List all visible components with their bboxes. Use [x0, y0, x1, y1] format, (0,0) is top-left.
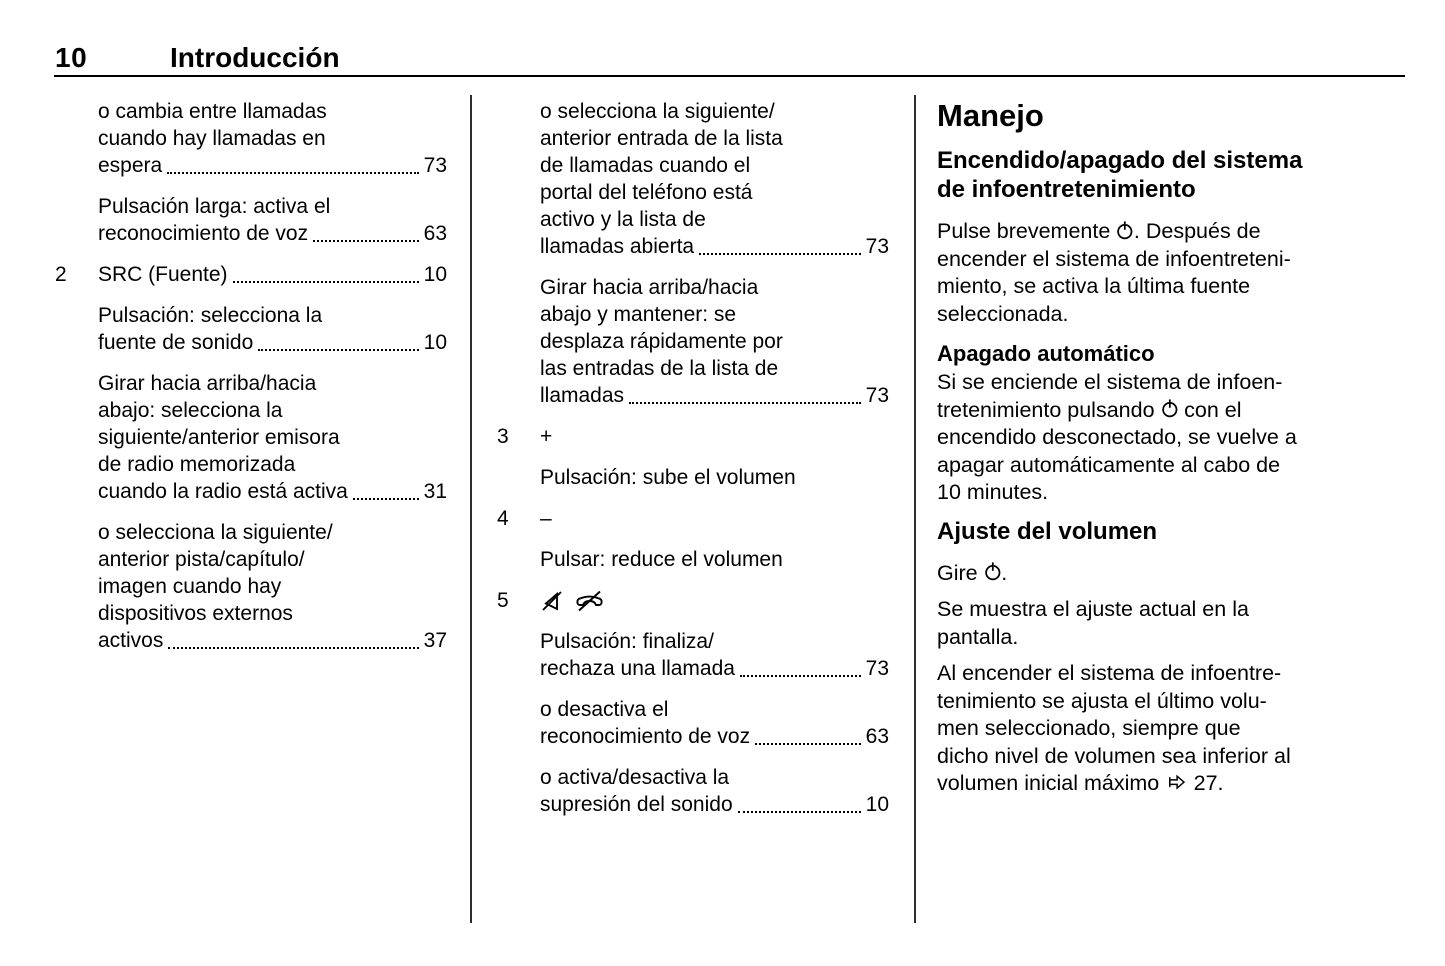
toc-entry-body	[98, 302, 447, 356]
toc-entry	[497, 587, 889, 614]
text-line: tretenimiento pulsando con el	[937, 397, 1242, 422]
toc-line: –	[540, 507, 552, 530]
text-line: 10 minutes.	[937, 480, 1049, 504]
page-number: 10	[55, 42, 88, 73]
section-heading	[937, 517, 1407, 546]
item-number	[497, 274, 540, 409]
toc-entry	[497, 423, 889, 450]
item-number	[55, 302, 98, 356]
toc-line-text: reconocimiento de voz	[540, 725, 751, 748]
dot-leader	[755, 743, 861, 745]
toc-entry-body	[98, 193, 447, 247]
toc-entry-body	[540, 628, 889, 682]
end-call-icon	[573, 589, 606, 613]
text-line: volumen inicial máximo 27.	[937, 771, 1224, 795]
dot-leader	[168, 647, 418, 649]
toc-line: activo y la lista de	[540, 208, 706, 231]
toc-entry	[55, 370, 447, 505]
text-line: apagar automáticamente al cabo de	[937, 452, 1281, 477]
toc-entry	[55, 302, 447, 356]
toc-line: o desactiva el	[540, 698, 669, 721]
page-reference: 73	[865, 657, 889, 680]
toc-line: anterior pista/capítulo/	[98, 548, 305, 571]
toc-line: abajo y mantener: se	[540, 303, 737, 326]
toc-line: cuando hay llamadas en	[98, 127, 326, 150]
toc-entry-body	[540, 587, 889, 614]
dot-leader	[629, 402, 861, 404]
toc-line-text: llamadas	[540, 384, 625, 407]
item-number	[497, 464, 540, 491]
mute-icon	[540, 589, 564, 613]
toc-entry	[497, 628, 889, 682]
icon-row	[540, 587, 889, 614]
page-reference: 73	[865, 384, 889, 407]
toc-entry	[497, 464, 889, 491]
toc-line: anterior entrada de la lista	[540, 127, 783, 150]
toc-line-text: llamadas abierta	[540, 235, 695, 258]
column-divider	[914, 95, 916, 923]
paragraph	[937, 560, 1407, 588]
toc-line: o activa/desactiva la	[540, 766, 730, 789]
toc-line: de llamadas cuando el	[540, 154, 751, 177]
toc-line	[98, 152, 447, 179]
toc-line	[98, 627, 447, 654]
toc-entry	[55, 519, 447, 654]
toc-line: o cambia entre llamadas	[98, 100, 327, 123]
column-divider	[470, 95, 472, 923]
toc-line-text: reconocimiento de voz	[98, 222, 309, 245]
subsection-heading	[937, 340, 1407, 367]
text-line: Se muestra el ajuste actual en la	[937, 597, 1249, 621]
item-number: 5	[497, 589, 509, 612]
item-number	[55, 193, 98, 247]
text-line: encendido desconectado, se vuelve a	[937, 425, 1297, 449]
dot-leader	[353, 498, 419, 500]
toc-line	[540, 382, 889, 409]
toc-entry	[497, 764, 889, 818]
text-line: tenimiento se ajusta el último volu-	[937, 688, 1267, 713]
text-line: Pulse brevemente . Después de	[937, 219, 1261, 243]
toc-line: +	[540, 425, 553, 448]
item-number	[497, 98, 540, 260]
toc-line: dispositivos externos	[98, 602, 293, 625]
dot-leader	[167, 172, 418, 174]
toc-entry	[497, 505, 889, 532]
dot-leader	[699, 253, 861, 255]
item-number	[55, 370, 98, 505]
section-heading	[937, 146, 1407, 204]
text-line: encender el sistema de infoentreteni-	[937, 246, 1291, 271]
item-number	[497, 764, 540, 818]
toc-entry	[497, 696, 889, 750]
page-reference: 10	[423, 331, 447, 354]
toc-line: desplaza rápidamente por	[540, 330, 783, 353]
toc-line: Pulsar: reduce el volumen	[540, 548, 783, 571]
text-line: dicho nivel de volumen sea inferior al	[937, 743, 1291, 768]
toc-entry-body	[98, 370, 447, 505]
dot-leader	[738, 811, 861, 813]
item-number	[55, 519, 98, 654]
item-number	[497, 696, 540, 750]
toc-line: Pulsación larga: activa el	[98, 195, 331, 218]
item-number: 2	[55, 263, 67, 286]
toc-entry-body	[540, 764, 889, 818]
text-line: miento, se activa la última fuente	[937, 274, 1251, 298]
toc-line	[540, 723, 889, 750]
toc-entry-body	[540, 274, 889, 409]
toc-line: imagen cuando hay	[98, 575, 282, 598]
toc-line-text: rechaza una llamada	[540, 657, 735, 680]
toc-line	[540, 233, 889, 260]
dot-leader	[740, 675, 861, 677]
toc-entry-body	[98, 261, 447, 288]
toc-entry-body	[540, 423, 889, 450]
toc-line	[540, 791, 889, 818]
chapter-title: Introducción	[170, 42, 340, 73]
item-number	[497, 546, 540, 573]
content-column	[937, 98, 1407, 807]
toc-line-text: activos	[98, 629, 164, 652]
item-number: 4	[497, 507, 509, 530]
page-reference: 37	[423, 629, 447, 652]
toc-entry	[497, 274, 889, 409]
text-line: Ajuste del volumen	[937, 517, 1158, 545]
section-title	[937, 98, 1407, 134]
toc-entry	[497, 546, 889, 573]
toc-entry-body	[540, 546, 889, 573]
toc-line-text: espera	[98, 154, 163, 177]
power-icon	[1161, 398, 1179, 418]
toc-line	[98, 261, 447, 288]
paragraph	[937, 369, 1407, 507]
reference-arrow-icon	[1166, 773, 1186, 791]
power-icon	[984, 561, 1002, 581]
toc-line	[98, 478, 447, 505]
toc-entry-body	[540, 505, 889, 532]
toc-entry	[55, 261, 447, 288]
toc-entry-body	[540, 98, 889, 260]
toc-line: abajo: selecciona la	[98, 399, 283, 422]
item-number	[497, 628, 540, 682]
text-line: seleccionada.	[937, 301, 1069, 326]
toc-line: o selecciona la siguiente/	[540, 100, 775, 123]
page-reference: 31	[423, 480, 447, 503]
toc-line: Pulsación: finaliza/	[540, 630, 714, 653]
dot-leader	[313, 240, 419, 242]
paragraph	[937, 660, 1407, 798]
text-line: Manejo	[937, 98, 1044, 133]
toc-line: portal del teléfono está	[540, 181, 753, 204]
header-rule	[54, 75, 1405, 77]
toc-line-text: cuando la radio está activa	[98, 480, 348, 503]
toc-entry	[55, 98, 447, 179]
toc-line: Girar hacia arriba/hacia	[540, 276, 759, 299]
toc-entry	[497, 98, 889, 260]
toc-line: de radio memorizada	[98, 453, 296, 476]
toc-entry-body	[540, 464, 889, 491]
toc-line	[98, 329, 447, 356]
toc-entry-body	[98, 98, 447, 179]
toc-line-text: fuente de sonido	[98, 331, 254, 354]
dot-leader	[258, 349, 418, 351]
text-line: Encendido/apagado del sistema	[937, 147, 1303, 174]
item-number: 3	[497, 425, 509, 448]
page-reference: 63	[423, 222, 447, 245]
toc-entry-body	[540, 696, 889, 750]
text-line: pantalla.	[937, 624, 1019, 649]
text-line: Al encender el sistema de infoentre-	[937, 661, 1282, 685]
toc-line: las entradas de la lista de	[540, 357, 779, 380]
toc-entry	[55, 193, 447, 247]
text-line: de infoentretenimiento	[937, 176, 1196, 203]
toc-line	[540, 655, 889, 682]
toc-line: o selecciona la siguiente/	[98, 521, 333, 544]
toc-column-left	[55, 98, 447, 668]
page-reference: 10	[865, 793, 889, 816]
toc-line: Girar hacia arriba/hacia	[98, 372, 317, 395]
text-line: Gire .	[937, 560, 1008, 585]
toc-line	[98, 220, 447, 247]
text-line: men seleccionado, siempre que	[937, 716, 1241, 740]
paragraph	[937, 596, 1407, 651]
page-reference: 63	[865, 725, 889, 748]
dot-leader	[233, 281, 419, 283]
toc-line-text: SRC (Fuente)	[98, 263, 228, 286]
page-reference: 73	[865, 235, 889, 258]
text-line: Apagado automático	[937, 341, 1155, 366]
page-reference: 73	[423, 154, 447, 177]
toc-line: siguiente/anterior emisora	[98, 426, 340, 449]
power-icon	[1116, 220, 1134, 240]
toc-line-text: supresión del sonido	[540, 793, 733, 816]
toc-column-middle	[497, 98, 889, 832]
item-number	[55, 98, 98, 179]
page-reference: 10	[423, 263, 447, 286]
paragraph	[937, 218, 1407, 328]
toc-line: Pulsación: selecciona la	[98, 304, 323, 327]
toc-entry-body	[98, 519, 447, 654]
toc-line: Pulsación: sube el volumen	[540, 466, 796, 489]
text-line: Si se enciende el sistema de infoen-	[937, 370, 1283, 394]
